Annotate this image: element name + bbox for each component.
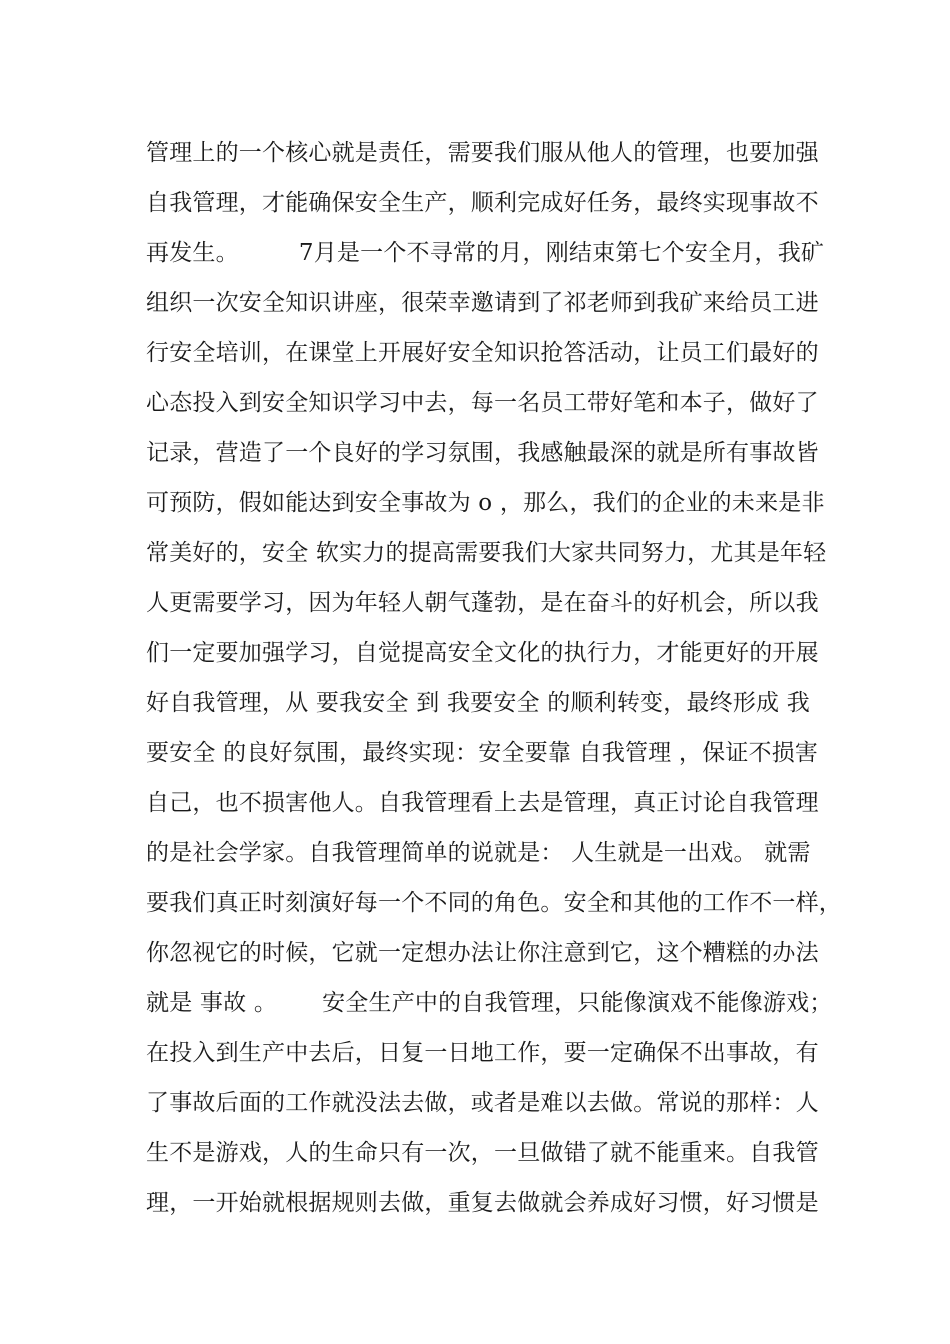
text-line: 再发生。 7月是一个不寻常的月，刚结束第七个安全月，我矿	[146, 240, 825, 266]
text-line: 自己，也不损害他人。自我管理看上去是管理，真正讨论自我管理	[146, 790, 819, 816]
text-line: 在投入到生产中去后，日复一日地工作，要一定确保不出事故，有	[146, 1040, 819, 1066]
text-line: 你忽视它的时候，它就一定想办法让你注意到它，这个糟糕的办法	[146, 940, 819, 966]
text-line: 可预防，假如能达到安全事故为 o ，那么，我们的企业的未来是非	[146, 490, 825, 516]
text-line: 组织一次安全知识讲座，很荣幸邀请到了祁老师到我矿来给员工进	[146, 290, 819, 316]
text-line: 管理上的一个核心就是责任，需要我们服从他人的管理，也要加强	[146, 140, 819, 166]
text-line: 行安全培训，在课堂上开展好安全知识抢答活动，让员工们最好的	[146, 340, 819, 366]
text-line: 心态投入到安全知识学习中去，每一名员工带好笔和本子，做好了	[146, 390, 819, 416]
text-line: 记录，营造了一个良好的学习氛围，我感触最深的就是所有事故皆	[146, 440, 819, 466]
text-line: 好自我管理，从 要我安全 到 我要安全 的顺利转变，最终形成 我	[146, 690, 810, 716]
text-line: 常美好的，安全 软实力的提高需要我们大家共同努力，尤其是年轻	[146, 540, 827, 566]
text-line: 人更需要学习，因为年轻人朝气蓬勃，是在奋斗的好机会，所以我	[146, 590, 819, 616]
text-line: 理，一开始就根据规则去做，重复去做就会养成好习惯，好习惯是	[146, 1190, 819, 1216]
text-line: 要安全 的良好氛围，最终实现：安全要靠 自我管理 ，保证不损害	[146, 740, 819, 766]
text-line: 们一定要加强学习，自觉提高安全文化的执行力，才能更好的开展	[146, 640, 819, 666]
text-line: 自我管理，才能确保安全生产，顺利完成好任务，最终实现事故不	[146, 190, 819, 216]
text-line: 生不是游戏，人的生命只有一次，一旦做错了就不能重来。自我管	[146, 1140, 819, 1166]
text-line: 就是 事故 。 安全生产中的自我管理，只能像演戏不能像游戏；	[146, 990, 833, 1016]
text-line: 要我们真正时刻演好每一个不同的角色。安全和其他的工作不一样，	[146, 890, 842, 916]
text-line: 了事故后面的工作就没法去做，或者是难以去做。常说的那样：人	[146, 1090, 819, 1116]
body-text	[146, 128, 842, 1228]
text-line: 的是社会学家。自我管理简单的说就是： 人生就是一出戏。 就需	[146, 840, 811, 866]
